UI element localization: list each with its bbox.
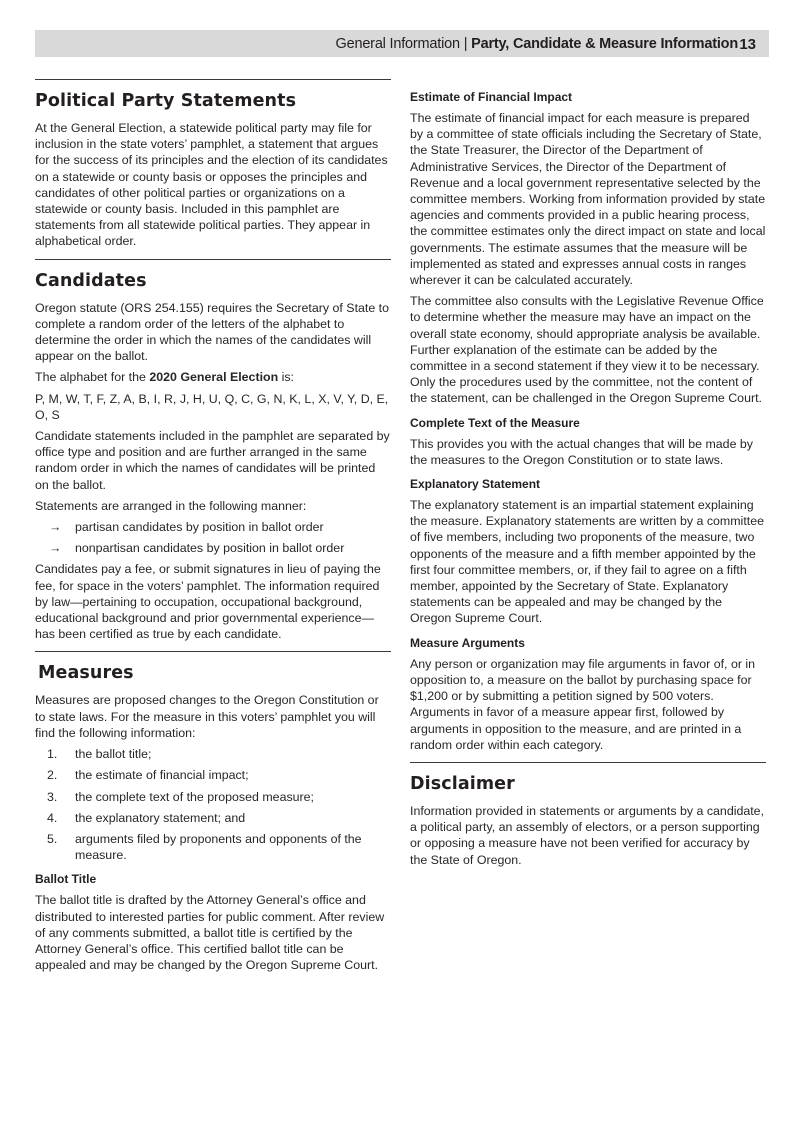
disclaimer-section — [410, 774, 766, 868]
page-number: 13 — [739, 36, 756, 53]
arrow-right-icon: → — [49, 520, 62, 535]
header-title: Party, Candidate & Measure Information — [471, 36, 738, 52]
list-number: 1. — [47, 747, 58, 762]
election-name: 2020 General Election — [149, 370, 279, 385]
section-heading: Political Party Statements — [35, 91, 297, 111]
paragraph: The estimate of financial impact for each measure is prepared by a committee of state officials including the Secretary of State, the State Treasurer, the Director of the Department of Administrative Services, the Director of the Department of Revenue and a local government representative selected by the committee members. Working from information provided by state agencies and comments provided in a public hearing process, the committee estimates only the direct impact on state and local governments. The estimate assumes that the measure will be implemented as stated and expresses annual costs in ranges wherever it can be calculated accurately. — [410, 111, 766, 288]
list-item-text: the estimate of financial impact; — [75, 768, 249, 783]
paragraph: Measures are proposed changes to the Oregon Constitution or to state laws. For the measure in this voters’ pamphlet you will find the following information: — [35, 693, 379, 740]
paragraph: The explanatory statement is an impartial statement explaining the measure. Explanatory statements are written by a committee of five members, including two proponents of the measure, two opponents of the measure and a fifth member appointed by the first four committee members, or, if they fail to agree on a fifth member, appointed by the Secretary of State. Explanatory statements can be appealed and may be changed by the Oregon Supreme Court. — [410, 498, 764, 626]
measure-arguments-section — [410, 636, 766, 753]
header-section: General Information — [335, 36, 460, 52]
list-item — [35, 810, 391, 826]
paragraph: This provides you with the actual changes that will be made by the measures to the Oregon Constitution or to state laws. — [410, 436, 753, 467]
paragraph: The ballot title is drafted by the Attorney General’s office and distributed to interested parties for public comment. After review of any comments submitted, a ballot title is certified by the Attorney General’s office. This certified ballot title can be appealed and may be changed by the Oregon Supreme Court. — [35, 893, 385, 973]
political-party-statements-section — [35, 91, 391, 250]
financial-impact-section — [410, 90, 766, 407]
alphabet-order: P, M, W, T, F, Z, A, B, I, R, J, H, U, Q, C, G, N, K, L, X, V, Y, D, E, O, S — [35, 391, 389, 422]
paragraph: Information provided in statements or arguments by a candidate, a political party, an assembly of electors, or a person supporting or opposing a measure have not been verified for accuracy by the State of Oregon. — [410, 803, 765, 867]
subsection-heading: Complete Text of the Measure — [410, 415, 580, 430]
right-column — [410, 90, 766, 873]
subsection-heading: Measure Arguments — [410, 635, 525, 650]
list-number: 2. — [47, 768, 58, 783]
paragraph: Candidates pay a fee, or submit signatures in lieu of paying the fee, for space in the voters’ pamphlet. The information required by law—pertaining to occupation, occupational background, educational background and prior governmental experience—has been certified as true by each candidate. — [35, 562, 381, 642]
section-divider — [410, 762, 766, 763]
subsection-heading: Explanatory Statement — [410, 477, 541, 492]
section-divider — [35, 651, 391, 652]
running-header — [336, 36, 738, 52]
list-item-text: the complete text of the proposed measure; — [75, 789, 315, 804]
list-item-text: nonpartisan candidates by position in ballot order — [75, 541, 345, 556]
left-column — [35, 79, 391, 978]
complete-text-section — [410, 416, 766, 468]
list-item — [35, 831, 391, 863]
alphabet-intro — [35, 369, 391, 385]
section-divider — [35, 259, 391, 260]
section-heading: Disclaimer — [410, 773, 515, 794]
explanatory-statement-section — [410, 477, 766, 627]
list-item — [35, 789, 391, 805]
arrow-right-icon: → — [49, 541, 62, 556]
list-item-text: partisan candidates by position in ballot order — [75, 520, 324, 535]
section-heading: Candidates — [35, 270, 147, 291]
list-item-text: the ballot title; — [75, 747, 152, 762]
paragraph: The committee also consults with the Legislative Revenue Office to determine whether the measure may have an impact on the overall state economy, should appropriate analysis be available. Further explanation of the estimate can be added by the committee in a second statement if they view it to be necessary. Only the procedures used by the committee, not the content of the statement, can be challenged in the Oregon Supreme Court. — [410, 294, 764, 406]
list-item — [35, 767, 391, 783]
list-item-text: arguments filed by proponents and opponents of the measure. — [75, 831, 362, 863]
paragraph: Statements are arranged in the following manner: — [35, 498, 307, 513]
list-item-text: the explanatory statement; and — [75, 810, 246, 825]
list-item — [35, 540, 391, 556]
measure-info-list — [35, 746, 391, 863]
text-span: The alphabet for the — [35, 370, 150, 385]
arrangement-list — [35, 519, 391, 556]
subsection-heading: Estimate of Financial Impact — [410, 90, 573, 104]
paragraph: At the General Election, a statewide political party may file for inclusion in the state voters’ pamphlet, a statement that argues for the success of its principles and the election of its candidates on a statewide or county basis or opposes the principles and candidates of other political parties or organizations on a statewide or county basis. Included in this pamphlet are statements from all statewide political parties. They appear in alphabetical order. — [35, 121, 388, 249]
paragraph: Any person or organization may file arguments in favor of, or in opposition to, a measure on the ballot by purchasing space for $1,200 or by submitting a petition signed by 500 voters. Arguments in favor of a measure appear first, followed by arguments in opposition to the measure, and are printed in a random order within each category. — [410, 656, 756, 752]
header-separator: | — [459, 36, 472, 52]
list-item — [35, 519, 391, 535]
section-divider — [35, 79, 391, 80]
paragraph: Oregon statute (ORS 254.155) requires the Secretary of State to complete a random order of the letters of the alphabet to determine the order in which the names of the candidates will appear on the ballot. — [35, 300, 390, 364]
section-heading: Measures — [38, 663, 134, 684]
measures-section — [35, 663, 391, 973]
list-number: 5. — [47, 831, 58, 846]
list-item — [35, 746, 391, 762]
text-span: is: — [278, 370, 294, 385]
subsection-heading: Ballot Title — [35, 872, 97, 887]
candidates-section — [35, 271, 391, 643]
list-number: 4. — [47, 810, 58, 825]
paragraph: Candidate statements included in the pamphlet are separated by office type and position and are further arranged in the same random order in which the names of candidates will be printed on the ballot. — [35, 429, 390, 492]
list-number: 3. — [47, 789, 58, 804]
